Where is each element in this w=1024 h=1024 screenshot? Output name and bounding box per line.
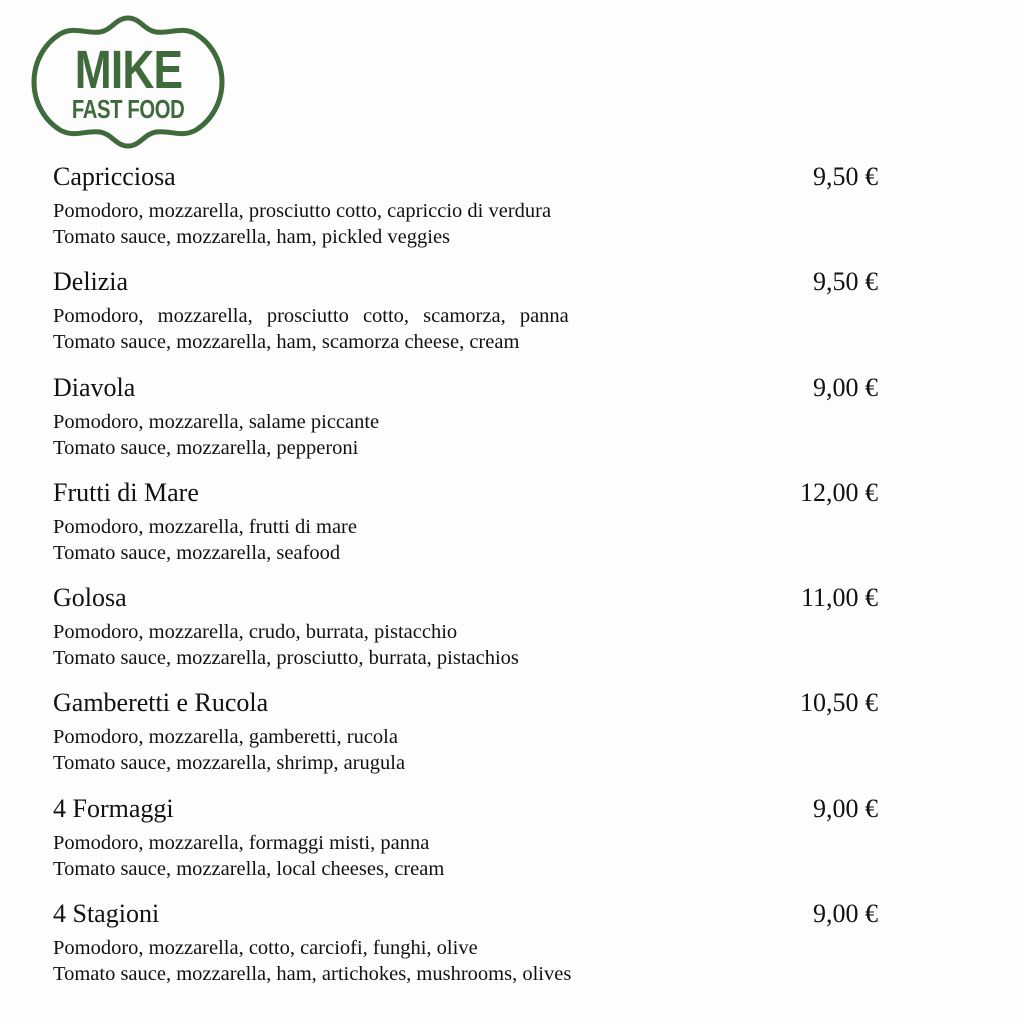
logo-title: MIKE xyxy=(74,40,182,100)
description-english: Tomato sauce, mozzarella, ham, scamorza cheese, cream xyxy=(53,331,520,354)
item-name: Gamberetti e Rucola xyxy=(53,688,269,718)
item-name: Diavola xyxy=(53,372,136,402)
description-italian: Pomodoro, mozzarella, crudo, burrata, pistacchio xyxy=(53,621,458,644)
description-italian: Pomodoro, mozzarella, formaggi misti, panna xyxy=(53,831,430,854)
description-english: Tomato sauce, mozzarella, pepperoni xyxy=(53,436,359,459)
menu-item xyxy=(53,792,883,897)
menu-item xyxy=(53,897,883,1002)
menu-item xyxy=(53,371,883,476)
menu-item xyxy=(53,160,883,265)
menu-item xyxy=(53,686,883,791)
description-italian: Pomodoro, mozzarella, gamberetti, rucola xyxy=(53,726,398,749)
item-price: 9,00 € xyxy=(813,793,878,823)
item-price: 9,50 € xyxy=(813,162,878,191)
item-name: Golosa xyxy=(53,583,127,613)
item-name: 4 Stagioni xyxy=(53,899,160,929)
menu-item xyxy=(53,476,883,581)
item-description xyxy=(53,303,569,355)
item-description xyxy=(53,514,357,566)
item-description xyxy=(53,409,379,461)
item-name: Frutti di Mare xyxy=(53,477,199,507)
item-price: 9,00 € xyxy=(813,372,878,402)
description-italian: Pomodoro, mozzarella, salame piccante xyxy=(53,410,380,433)
item-price: 9,00 € xyxy=(813,899,878,929)
menu-item xyxy=(53,265,883,370)
description-english: Tomato sauce, mozzarella, ham, artichokes, mushrooms, olives xyxy=(53,963,572,986)
description-english: Tomato sauce, mozzarella, local cheeses, cream xyxy=(53,857,445,880)
description-italian: Pomodoro, mozzarella, frutti di mare xyxy=(53,515,357,538)
item-description xyxy=(53,935,571,987)
pizza-menu-list xyxy=(53,160,883,1002)
description-english: Tomato sauce, mozzarella, prosciutto, burrata, pistachios xyxy=(53,647,519,670)
logo-subtitle: FAST FOOD xyxy=(71,94,185,124)
restaurant-logo xyxy=(30,12,226,152)
description-english: Tomato sauce, mozzarella, shrimp, arugula xyxy=(53,752,406,775)
description-english: Tomato sauce, mozzarella, seafood xyxy=(53,541,341,564)
description-italian: Pomodoro, mozzarella, prosciutto cotto, capriccio di verdura xyxy=(53,200,552,222)
item-name: 4 Formaggi xyxy=(53,793,174,823)
item-description xyxy=(53,830,444,882)
item-description xyxy=(53,619,519,671)
item-price: 10,50 € xyxy=(800,688,878,718)
item-price: 12,00 € xyxy=(800,477,878,507)
item-name: Delizia xyxy=(53,267,129,297)
description-english: Tomato sauce, mozzarella, ham, pickled veggies xyxy=(53,226,451,248)
menu-item xyxy=(53,581,883,686)
description-italian: Pomodoro, mozzarella, prosciutto cotto, scamorza, panna xyxy=(53,305,569,328)
item-name: Capricciosa xyxy=(53,162,176,191)
item-description xyxy=(53,724,405,776)
item-price: 11,00 € xyxy=(800,583,878,613)
item-price: 9,50 € xyxy=(813,267,878,297)
description-italian: Pomodoro, mozzarella, cotto, carciofi, funghi, olive xyxy=(53,937,478,960)
item-description xyxy=(53,198,551,250)
